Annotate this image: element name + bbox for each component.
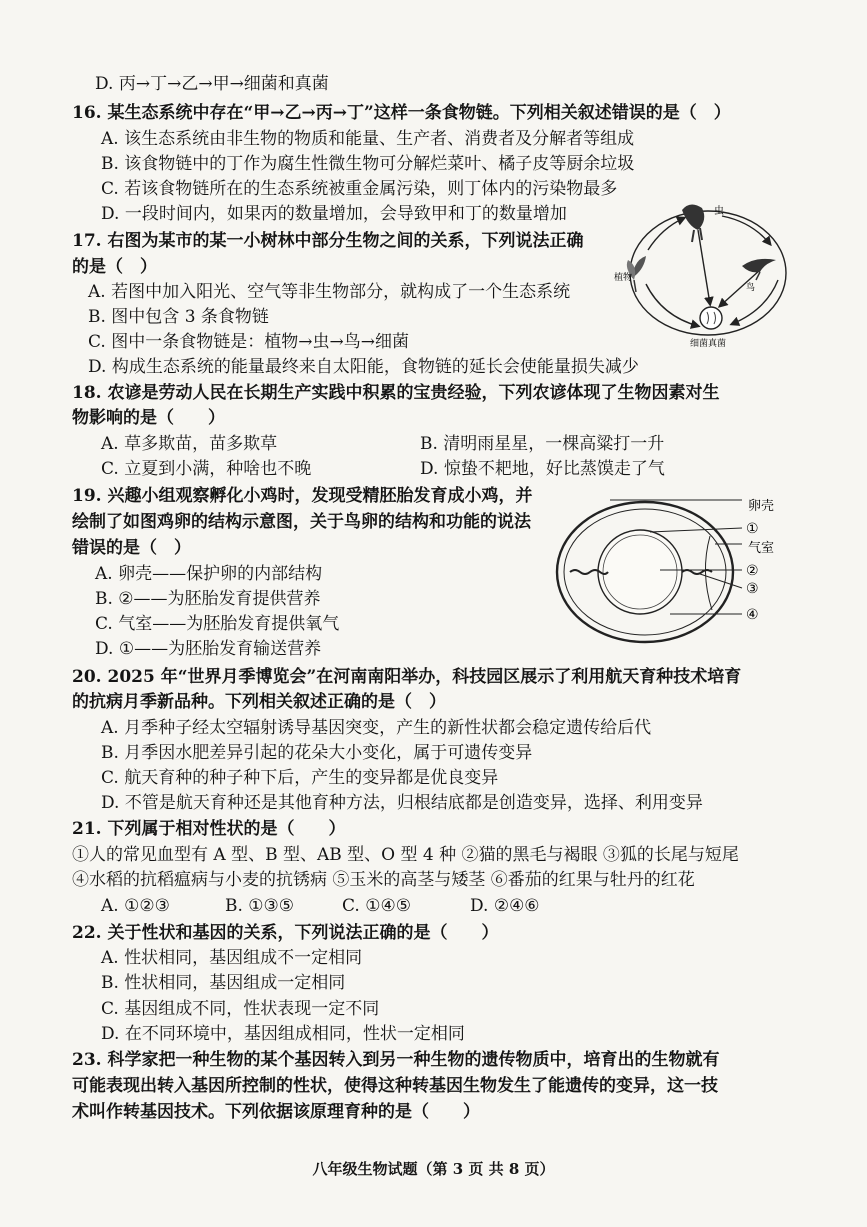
q21-option-d: D. ②④⑥ bbox=[470, 896, 540, 916]
q19-option-c: C. 气室——为胚胎发育提供氧气 bbox=[95, 614, 340, 634]
bird-label: 鸟 bbox=[746, 283, 756, 293]
food-web-diagram bbox=[610, 200, 800, 352]
q16-option-b: B. 该食物链中的丁作为腐生性微生物可分解烂菜叶、橘子皮等厨余垃圾 bbox=[101, 154, 635, 174]
q21-option-c: C. ①④⑤ bbox=[342, 896, 411, 916]
insect-label: 虫 bbox=[714, 206, 724, 217]
q19-stem-cont1: 绘制了如图鸡卵的结构示意图，关于鸟卵的结构和功能的说法 bbox=[72, 512, 531, 532]
q20-stem: 20. 2025 年“世界月季博览会”在河南南阳举办，科技园区展示了利用航天育种技术培育 bbox=[72, 667, 742, 687]
egg-label-1: ① bbox=[746, 521, 759, 537]
q22-option-b: B. 性状相同，基因组成一定相同 bbox=[101, 973, 346, 993]
egg-shell-label: 卵壳 bbox=[748, 499, 775, 514]
q22-option-d: D. 在不同环境中，基因组成相同，性状一定相同 bbox=[101, 1024, 465, 1044]
q20-option-a: A. 月季种子经太空辐射诱导基因突变，产生的新性状都会稳定遗传给后代 bbox=[101, 718, 652, 738]
q21-option-b: B. ①③⑤ bbox=[225, 896, 295, 916]
decomposer-label: 细菌真菌 bbox=[690, 339, 727, 349]
q19-option-d: D. ①——为胚胎发育输送营养 bbox=[95, 639, 322, 659]
bird-icon bbox=[742, 259, 776, 280]
q20-option-b: B. 月季因水肥差异引起的花朵大小变化，属于可遗传变异 bbox=[101, 743, 533, 763]
q17-option-c: C. 图中一条食物链是：植物→虫→鸟→细菌 bbox=[88, 332, 409, 352]
q22-option-c: C. 基因组成不同，性状表现一定不同 bbox=[101, 999, 380, 1019]
q20-option-d: D. 不管是航天育种还是其他育种方法，归根结底都是创造变异，选择、利用变异 bbox=[101, 793, 703, 813]
q16-stem: 16. 某生态系统中存在“甲→乙→丙→丁”这样一条食物链。下列相关叙述错误的是（ ） bbox=[72, 103, 731, 123]
q18-option-c: C. 立夏到小满，种啥也不晚 bbox=[101, 459, 312, 479]
q17-option-a: A. 若图中加入阳光、空气等非生物部分，就构成了一个生态系统 bbox=[88, 282, 571, 302]
q19-stem: 19. 兴趣小组观察孵化小鸡时，发现受精胚胎发育成小鸡，并 bbox=[72, 486, 533, 506]
egg-label-3: ③ bbox=[746, 581, 759, 597]
q21-option-a: A. ①②③ bbox=[101, 896, 170, 916]
q22-option-a: A. 性状相同，基因组成不一定相同 bbox=[101, 948, 363, 968]
q23-stem-cont2: 术叫作转基因技术。下列依据该原理育种的是（ ） bbox=[72, 1102, 480, 1122]
q17-option-d: D. 构成生态系统的能量最终来自太阳能，食物链的延长会使能量损失减少 bbox=[88, 357, 639, 377]
q17-option-b: B. 图中包含 3 条食物链 bbox=[88, 307, 269, 327]
q18-option-b: B. 清明雨星星，一棵高粱打一升 bbox=[420, 434, 665, 454]
q21-items-line1: ①人的常见血型有 A 型、B 型、AB 型、O 型 4 种 ②猫的黑毛与褐眼 ③狐的长尾与短尾 bbox=[72, 845, 739, 865]
q18-option-a: A. 草多欺苗，苗多欺草 bbox=[101, 434, 278, 454]
q16-option-a: A. 该生态系统由非生物的物质和能量、生产者、消费者及分解者等组成 bbox=[101, 129, 635, 149]
q20-stem-cont: 的抗病月季新品种。下列相关叙述正确的是（ ） bbox=[72, 692, 446, 712]
q19-option-b: B. ②——为胚胎发育提供营养 bbox=[95, 589, 321, 609]
q19-stem-cont2: 错误的是（ ） bbox=[72, 538, 191, 558]
page-footer: 八年级生物试题（第 3 页 共 8 页） bbox=[312, 1160, 555, 1178]
q19-option-a: A. 卵壳——保护卵的内部结构 bbox=[95, 564, 323, 584]
decomposer-icon bbox=[700, 307, 722, 329]
q23-stem: 23. 科学家把一种生物的某个基因转入到另一种生物的遗传物质中，培育出的生物就有 bbox=[72, 1050, 720, 1070]
q18-option-d: D. 惊蛰不耙地，好比蒸馍走了气 bbox=[420, 459, 665, 479]
q16-option-d: D. 一段时间内，如果丙的数量增加，会导致甲和丁的数量增加 bbox=[101, 204, 567, 224]
q22-stem: 22. 关于性状和基因的关系，下列说法正确的是（ ） bbox=[72, 923, 499, 943]
q21-items-line2: ④水稻的抗稻瘟病与小麦的抗锈病 ⑤玉米的高茎与矮茎 ⑥番茄的红果与牡丹的红花 bbox=[72, 870, 695, 890]
q17-stem: 17. 右图为某市的某一小树林中部分生物之间的关系，下列说法正确 bbox=[72, 231, 584, 251]
egg-structure-diagram bbox=[550, 492, 790, 652]
q15-option-d: D. 丙→丁→乙→甲→细菌和真菌 bbox=[95, 74, 329, 94]
q23-stem-cont1: 可能表现出转入基因所控制的性状，使得这种转基因生物发生了能遗传的变异，这一技 bbox=[72, 1076, 718, 1096]
egg-label-2: ② bbox=[746, 563, 759, 579]
q18-stem-cont: 物影响的是（ ） bbox=[72, 408, 225, 428]
insect-icon bbox=[682, 204, 704, 242]
q16-option-c: C. 若该食物链所在的生态系统被重金属污染，则丁体内的污染物最多 bbox=[101, 179, 618, 199]
egg-label-4: ④ bbox=[746, 607, 759, 623]
q20-option-c: C. 航天育种的种子种下后，产生的变异都是优良变异 bbox=[101, 768, 499, 788]
plant-label: 植物 bbox=[614, 273, 633, 283]
egg-air-cell-label: 气室 bbox=[748, 541, 775, 556]
q21-stem: 21. 下列属于相对性状的是（ ） bbox=[72, 819, 346, 839]
q18-stem: 18. 农谚是劳动人民在长期生产实践中积累的宝贵经验，下列农谚体现了生物因素对生 bbox=[72, 383, 720, 403]
q17-stem-cont: 的是（ ） bbox=[72, 257, 157, 277]
